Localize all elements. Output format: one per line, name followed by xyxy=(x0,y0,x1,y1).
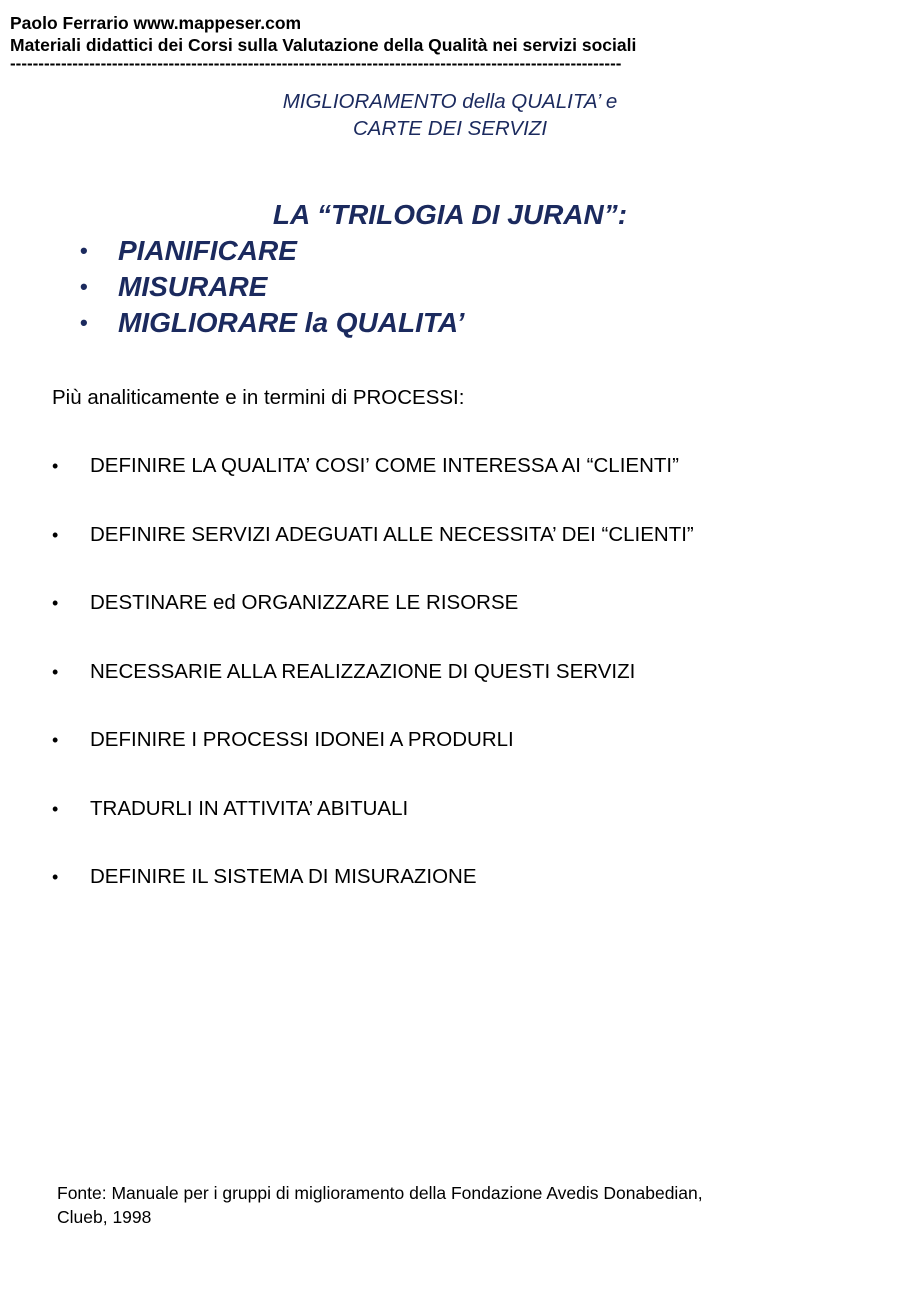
intro-text: Più analiticamente e in termini di PROCESSI: xyxy=(52,386,465,409)
source-citation xyxy=(57,1181,857,1229)
bullet-icon: • xyxy=(52,661,59,682)
process-item-label: DEFINIRE LA QUALITA’ COSI’ COME INTERESSA AI “CLIENTI” xyxy=(90,454,679,477)
bullet-icon: • xyxy=(52,524,59,545)
trilogy-item-label: MIGLIORARE la QUALITA’ xyxy=(118,307,465,338)
bullet-icon: • xyxy=(52,456,59,476)
bullet-icon: • xyxy=(52,730,59,750)
dashed-rule: ------------------------------------------------------------------------------------------------------------ xyxy=(10,56,622,72)
source-line-1: Fonte: Manuale per i gruppi di miglioramento della Fondazione Avedis Donabedian, xyxy=(57,1183,703,1203)
process-item-label: DESTINARE ed ORGANIZZARE LE RISORSE xyxy=(90,591,519,614)
subtitle-line-1: MIGLIORAMENTO della QUALITA’ e xyxy=(282,90,618,113)
bullet-icon: • xyxy=(52,593,59,613)
document-header xyxy=(10,12,890,72)
source-line-2: Clueb, 1998 xyxy=(57,1207,152,1227)
process-item-label: DEFINIRE SERVIZI ADEGUATI ALLE NECESSITA’ DEI “CLIENTI” xyxy=(90,522,694,546)
process-item-label: DEFINIRE I PROCESSI IDONEI A PRODURLI xyxy=(90,728,514,751)
bullet-icon: • xyxy=(80,274,88,299)
bullet-icon: • xyxy=(52,867,59,887)
process-item-label: NECESSARIE ALLA REALIZZAZIONE DI QUESTI SERVIZI xyxy=(90,659,636,683)
bullet-icon: • xyxy=(52,798,59,819)
course-line: Materiali didattici dei Corsi sulla Valutazione della Qualità nei servizi sociali xyxy=(10,35,637,55)
trilogy-item-label: PIANIFICARE xyxy=(118,235,297,266)
document-subtitle xyxy=(0,88,900,142)
trilogy-item-label: MISURARE xyxy=(118,271,268,302)
process-item-label: DEFINIRE IL SISTEMA DI MISURAZIONE xyxy=(90,865,477,888)
process-item-label: TRADURLI IN ATTIVITA’ ABITUALI xyxy=(90,796,409,820)
subtitle-line-2: CARTE DEI SERVIZI xyxy=(352,117,548,140)
bullet-icon: • xyxy=(80,238,88,263)
bullet-icon: • xyxy=(80,310,88,335)
trilogy-title: LA “TRILOGIA DI JURAN”: xyxy=(272,199,628,230)
author-line: Paolo Ferrario www.mappeser.com xyxy=(10,13,302,33)
